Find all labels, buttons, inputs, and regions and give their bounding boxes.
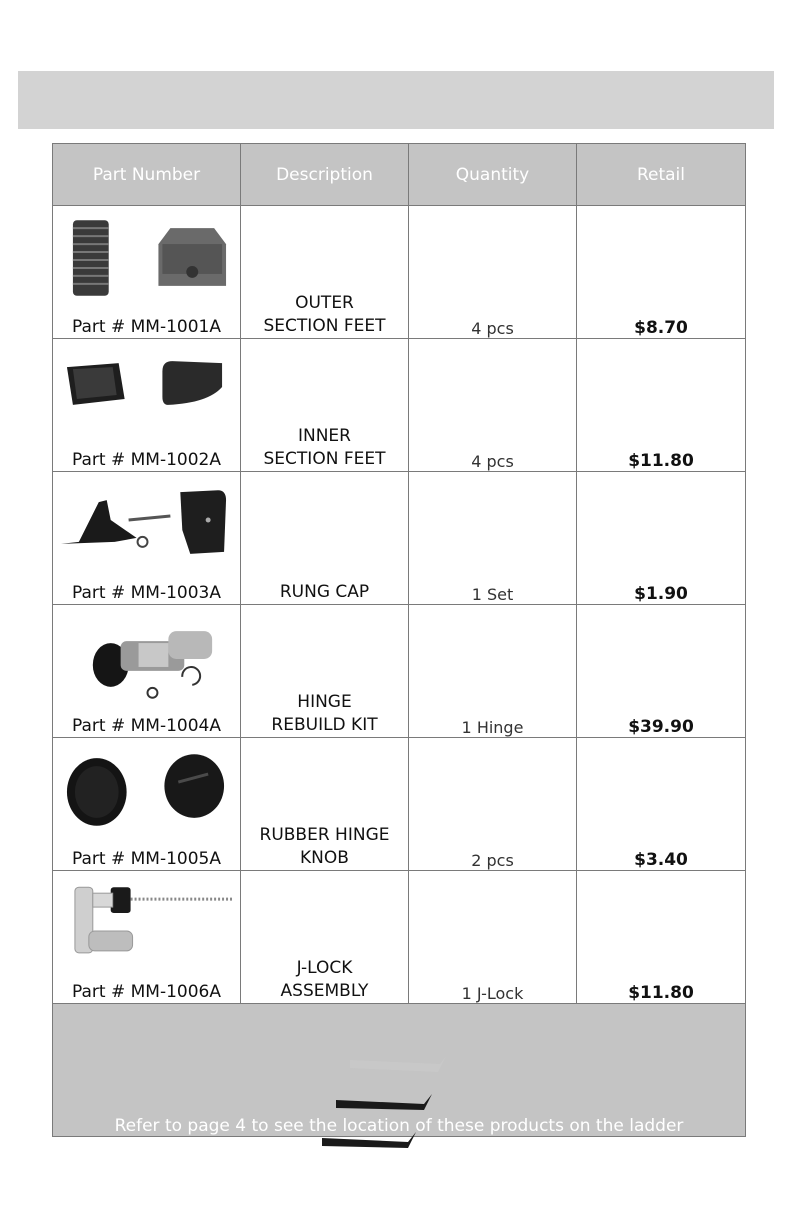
header-part-number: Part Number [53, 144, 241, 206]
description-line: SECTION FEET [263, 316, 386, 336]
part-cell [53, 206, 241, 339]
part-cell [53, 605, 241, 738]
table-row [53, 206, 746, 339]
retail-price: $11.80 [577, 871, 746, 1004]
part-cell [53, 738, 241, 871]
description-line: SECTION FEET [263, 449, 386, 469]
quantity: 4 pcs [409, 206, 577, 339]
part-number: Part # MM-1005A [72, 849, 221, 869]
part-number: Part # MM-1002A [72, 450, 221, 470]
description-line: OUTER [295, 293, 354, 313]
description-line: REBUILD KIT [271, 715, 378, 735]
description-line: ASSEMBLY [280, 981, 369, 1001]
j-lock-icon [59, 879, 234, 967]
table-row [53, 339, 746, 472]
inner-feet-icon [59, 347, 234, 435]
part-number: Part # MM-1006A [72, 982, 221, 1002]
part-cell [53, 339, 241, 472]
part-number: Part # MM-1003A [72, 583, 221, 603]
description [241, 206, 409, 339]
description-line: HINGE [297, 692, 352, 712]
hinge-knob-icon [59, 746, 234, 834]
table-row [53, 472, 746, 605]
description [241, 339, 409, 472]
table-header-row [53, 144, 746, 206]
brand-logo [318, 1052, 452, 1156]
part-cell [53, 871, 241, 1004]
description-line: KNOB [300, 848, 349, 868]
header-quantity: Quantity [409, 144, 577, 206]
table-row [53, 738, 746, 871]
quantity: 4 pcs [409, 339, 577, 472]
description [241, 472, 409, 605]
hinge-kit-icon [59, 613, 234, 701]
quantity: 2 pcs [409, 738, 577, 871]
quantity: 1 J-Lock [409, 871, 577, 1004]
quantity: 1 Hinge [409, 605, 577, 738]
table-row [53, 605, 746, 738]
retail-price: $8.70 [577, 206, 746, 339]
rung-cap-icon [59, 480, 234, 568]
part-number: Part # MM-1004A [72, 716, 221, 736]
description-line: J-LOCK [296, 958, 353, 978]
header-retail: Retail [577, 144, 746, 206]
description-line: INNER [297, 426, 351, 446]
header-description: Description [241, 144, 409, 206]
quantity: 1 Set [409, 472, 577, 605]
description-line: RUBBER HINGE [259, 825, 390, 845]
retail-price: $1.90 [577, 472, 746, 605]
description [241, 738, 409, 871]
description [241, 605, 409, 738]
parts-table [52, 143, 746, 1137]
header-banner [18, 71, 774, 129]
part-number: Part # MM-1001A [72, 317, 221, 337]
retail-price: $39.90 [577, 605, 746, 738]
table-row [53, 871, 746, 1004]
retail-price: $11.80 [577, 339, 746, 472]
retail-price: $3.40 [577, 738, 746, 871]
description [241, 871, 409, 1004]
outer-feet-icon [59, 214, 234, 302]
part-cell [53, 472, 241, 605]
footnote: Refer to page 4 to see the location of these products on the ladder [53, 1004, 746, 1137]
description-line: RUNG CAP [279, 582, 370, 602]
